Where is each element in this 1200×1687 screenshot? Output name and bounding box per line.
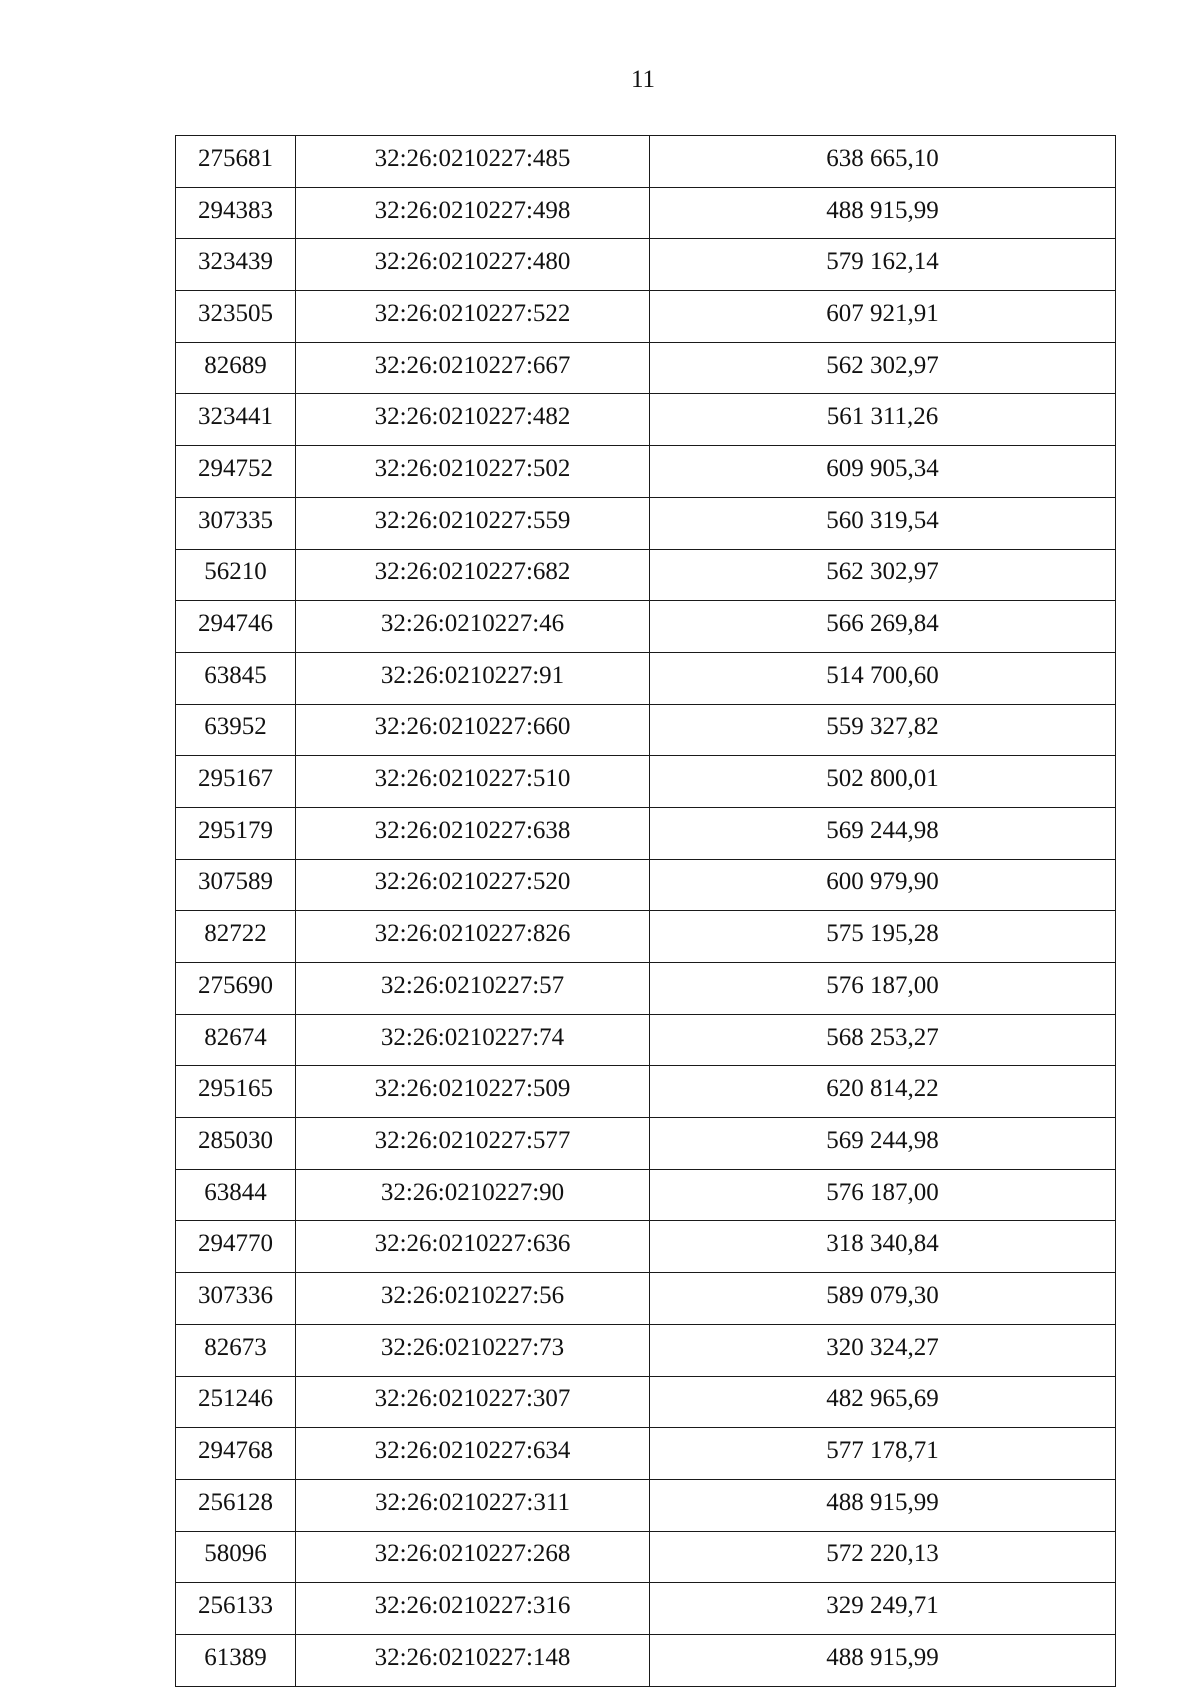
cadastral-number-cell: 32:26:0210227:148	[296, 1634, 650, 1686]
cadastral-number-cell: 32:26:0210227:268	[296, 1531, 650, 1583]
table-row	[176, 963, 1116, 1015]
table-row	[176, 1169, 1116, 1221]
id-cell: 251246	[176, 1376, 296, 1428]
value-cell: 572 220,13	[650, 1531, 1116, 1583]
id-cell: 323505	[176, 291, 296, 343]
table-row	[176, 652, 1116, 704]
value-cell: 488 915,99	[650, 1479, 1116, 1531]
id-cell: 294768	[176, 1428, 296, 1480]
id-cell: 256133	[176, 1583, 296, 1635]
parcel-value-table	[175, 135, 1116, 1687]
table-row	[176, 497, 1116, 549]
id-cell: 294770	[176, 1221, 296, 1273]
value-cell: 569 244,98	[650, 807, 1116, 859]
value-cell: 502 800,01	[650, 756, 1116, 808]
id-cell: 295165	[176, 1066, 296, 1118]
id-cell: 307336	[176, 1273, 296, 1325]
cadastral-number-cell: 32:26:0210227:74	[296, 1014, 650, 1066]
table-row	[176, 911, 1116, 963]
id-cell: 295179	[176, 807, 296, 859]
table-body	[176, 136, 1116, 1687]
cadastral-number-cell: 32:26:0210227:509	[296, 1066, 650, 1118]
cadastral-number-cell: 32:26:0210227:498	[296, 187, 650, 239]
cadastral-number-cell: 32:26:0210227:482	[296, 394, 650, 446]
table-row	[176, 1428, 1116, 1480]
cadastral-number-cell: 32:26:0210227:522	[296, 291, 650, 343]
value-cell: 514 700,60	[650, 652, 1116, 704]
cadastral-number-cell: 32:26:0210227:485	[296, 136, 650, 188]
table-row	[176, 1531, 1116, 1583]
cadastral-number-cell: 32:26:0210227:90	[296, 1169, 650, 1221]
value-cell: 607 921,91	[650, 291, 1116, 343]
cadastral-number-cell: 32:26:0210227:826	[296, 911, 650, 963]
table-row	[176, 1118, 1116, 1170]
value-cell: 577 178,71	[650, 1428, 1116, 1480]
id-cell: 82674	[176, 1014, 296, 1066]
id-cell: 58096	[176, 1531, 296, 1583]
value-cell: 576 187,00	[650, 1169, 1116, 1221]
table-row	[176, 446, 1116, 498]
id-cell: 82689	[176, 342, 296, 394]
value-cell: 329 249,71	[650, 1583, 1116, 1635]
id-cell: 307589	[176, 859, 296, 911]
id-cell: 323441	[176, 394, 296, 446]
table-row	[176, 342, 1116, 394]
cadastral-number-cell: 32:26:0210227:57	[296, 963, 650, 1015]
value-cell: 488 915,99	[650, 187, 1116, 239]
cadastral-number-cell: 32:26:0210227:91	[296, 652, 650, 704]
table-row	[176, 1376, 1116, 1428]
table-row	[176, 1014, 1116, 1066]
value-cell: 638 665,10	[650, 136, 1116, 188]
value-cell: 560 319,54	[650, 497, 1116, 549]
id-cell: 82673	[176, 1324, 296, 1376]
value-cell: 318 340,84	[650, 1221, 1116, 1273]
value-cell: 561 311,26	[650, 394, 1116, 446]
cadastral-number-cell: 32:26:0210227:667	[296, 342, 650, 394]
cadastral-number-cell: 32:26:0210227:307	[296, 1376, 650, 1428]
table-row	[176, 807, 1116, 859]
table-row	[176, 394, 1116, 446]
id-cell: 323439	[176, 239, 296, 291]
table-container	[175, 135, 1115, 1687]
id-cell: 294752	[176, 446, 296, 498]
table-row	[176, 1324, 1116, 1376]
value-cell: 320 324,27	[650, 1324, 1116, 1376]
value-cell: 482 965,69	[650, 1376, 1116, 1428]
cadastral-number-cell: 32:26:0210227:311	[296, 1479, 650, 1531]
table-row	[176, 601, 1116, 653]
value-cell: 609 905,34	[650, 446, 1116, 498]
cadastral-number-cell: 32:26:0210227:46	[296, 601, 650, 653]
id-cell: 294383	[176, 187, 296, 239]
id-cell: 82722	[176, 911, 296, 963]
table-row	[176, 859, 1116, 911]
table-row	[176, 291, 1116, 343]
table-row	[176, 549, 1116, 601]
cadastral-number-cell: 32:26:0210227:502	[296, 446, 650, 498]
id-cell: 256128	[176, 1479, 296, 1531]
table-row	[176, 239, 1116, 291]
value-cell: 600 979,90	[650, 859, 1116, 911]
value-cell: 566 269,84	[650, 601, 1116, 653]
id-cell: 63845	[176, 652, 296, 704]
id-cell: 275690	[176, 963, 296, 1015]
id-cell: 275681	[176, 136, 296, 188]
value-cell: 559 327,82	[650, 704, 1116, 756]
cadastral-number-cell: 32:26:0210227:73	[296, 1324, 650, 1376]
value-cell: 620 814,22	[650, 1066, 1116, 1118]
table-row	[176, 1273, 1116, 1325]
id-cell: 294746	[176, 601, 296, 653]
cadastral-number-cell: 32:26:0210227:559	[296, 497, 650, 549]
table-row	[176, 756, 1116, 808]
cadastral-number-cell: 32:26:0210227:56	[296, 1273, 650, 1325]
value-cell: 562 302,97	[650, 549, 1116, 601]
cadastral-number-cell: 32:26:0210227:316	[296, 1583, 650, 1635]
value-cell: 579 162,14	[650, 239, 1116, 291]
table-row	[176, 1634, 1116, 1686]
cadastral-number-cell: 32:26:0210227:682	[296, 549, 650, 601]
id-cell: 307335	[176, 497, 296, 549]
cadastral-number-cell: 32:26:0210227:520	[296, 859, 650, 911]
id-cell: 285030	[176, 1118, 296, 1170]
cadastral-number-cell: 32:26:0210227:510	[296, 756, 650, 808]
cadastral-number-cell: 32:26:0210227:634	[296, 1428, 650, 1480]
cadastral-number-cell: 32:26:0210227:660	[296, 704, 650, 756]
id-cell: 56210	[176, 549, 296, 601]
table-row	[176, 1221, 1116, 1273]
cadastral-number-cell: 32:26:0210227:636	[296, 1221, 650, 1273]
value-cell: 575 195,28	[650, 911, 1116, 963]
value-cell: 488 915,99	[650, 1634, 1116, 1686]
value-cell: 562 302,97	[650, 342, 1116, 394]
value-cell: 576 187,00	[650, 963, 1116, 1015]
id-cell: 63952	[176, 704, 296, 756]
cadastral-number-cell: 32:26:0210227:577	[296, 1118, 650, 1170]
page-number: 11	[630, 66, 656, 93]
table-row	[176, 1066, 1116, 1118]
cadastral-number-cell: 32:26:0210227:638	[296, 807, 650, 859]
table-row	[176, 704, 1116, 756]
value-cell: 589 079,30	[650, 1273, 1116, 1325]
table-row	[176, 187, 1116, 239]
id-cell: 61389	[176, 1634, 296, 1686]
cadastral-number-cell: 32:26:0210227:480	[296, 239, 650, 291]
table-row	[176, 136, 1116, 188]
id-cell: 295167	[176, 756, 296, 808]
table-row	[176, 1583, 1116, 1635]
value-cell: 568 253,27	[650, 1014, 1116, 1066]
id-cell: 63844	[176, 1169, 296, 1221]
value-cell: 569 244,98	[650, 1118, 1116, 1170]
table-row	[176, 1479, 1116, 1531]
